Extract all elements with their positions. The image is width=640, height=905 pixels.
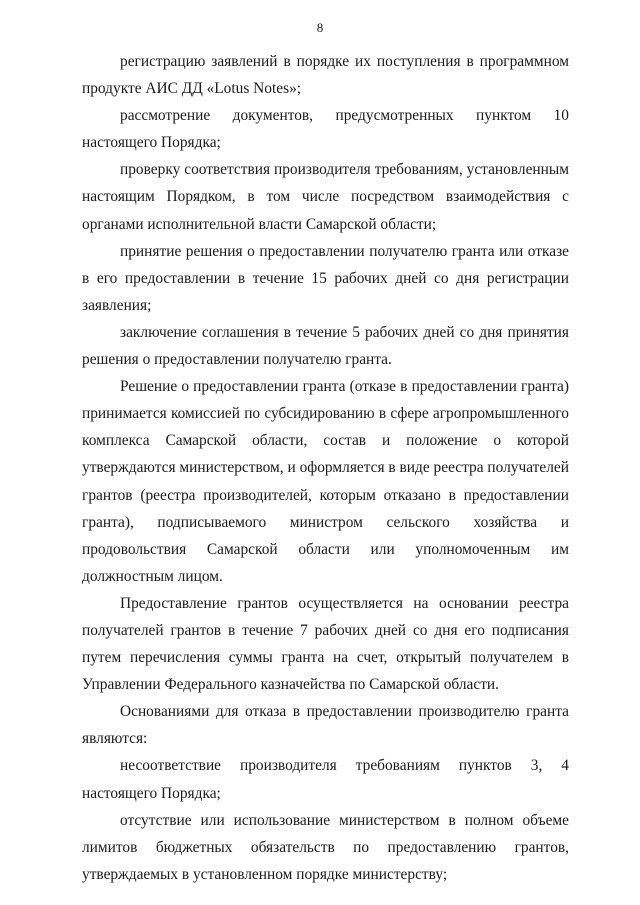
paragraph-decision: принятие решения о предоставлении получателю гранта или отказе в его предоставлении в течение 15 рабочих дней со дня регистрации заявления; xyxy=(82,242,569,314)
paragraph-registration: регистрацию заявлений в порядке их поступления в программном продукте АИС ДД «Lotus Notes»; xyxy=(82,53,569,98)
paragraph-noncompliance: несоответствие производителя требованиям пунктов 3, 4 настоящего Порядка; xyxy=(82,757,569,802)
page-number: 8 xyxy=(316,20,324,35)
document-body xyxy=(82,48,569,888)
paragraph-budget-limits: отсутствие или использование министерством в полном объеме лимитов бюджетных обязательств по предоставлению грантов, утверждаемых в установленном порядке министерству; xyxy=(82,811,569,883)
paragraph-review-documents: рассмотрение документов, предусмотренных пунктом 10 настоящего Порядка; xyxy=(82,107,569,152)
paragraph-grant-transfer: Предоставление грантов осуществляется на основании реестра получателей грантов в течение 7 рабочих дней со дня его подписания путем перечисления суммы гранта на счет, открытый получателем в Управлении Федерального казначейства по Самарской области. xyxy=(82,594,569,694)
paragraph-agreement: заключение соглашения в течение 5 рабочих дней со дня принятия решения о предоставлении получателю гранта. xyxy=(82,323,569,369)
paragraph-commission-decision: Решение о предоставлении гранта (отказе в предоставлении гранта) принимается комиссией по субсидированию в сфере агропромышленного комплекса Самарской области, состав и положение о которой утверждаются министерством, и оформляется в виде реестра получателей грантов (реестра производителей, которым отказано в предоставлении гранта), подписываемого министром сельского хозяйства и продовольствия Самарской области или уполномоченным им должностным лицом. xyxy=(82,378,569,585)
paragraph-refusal-grounds: Основаниями для отказа в предоставлении производителю гранта являются: xyxy=(82,703,569,748)
paragraph-compliance-check: проверку соответствия производителя требованиям, установленным настоящим Порядком, в том числе посредством взаимодействия с органами исполнительной власти Самарской области; xyxy=(82,161,569,233)
